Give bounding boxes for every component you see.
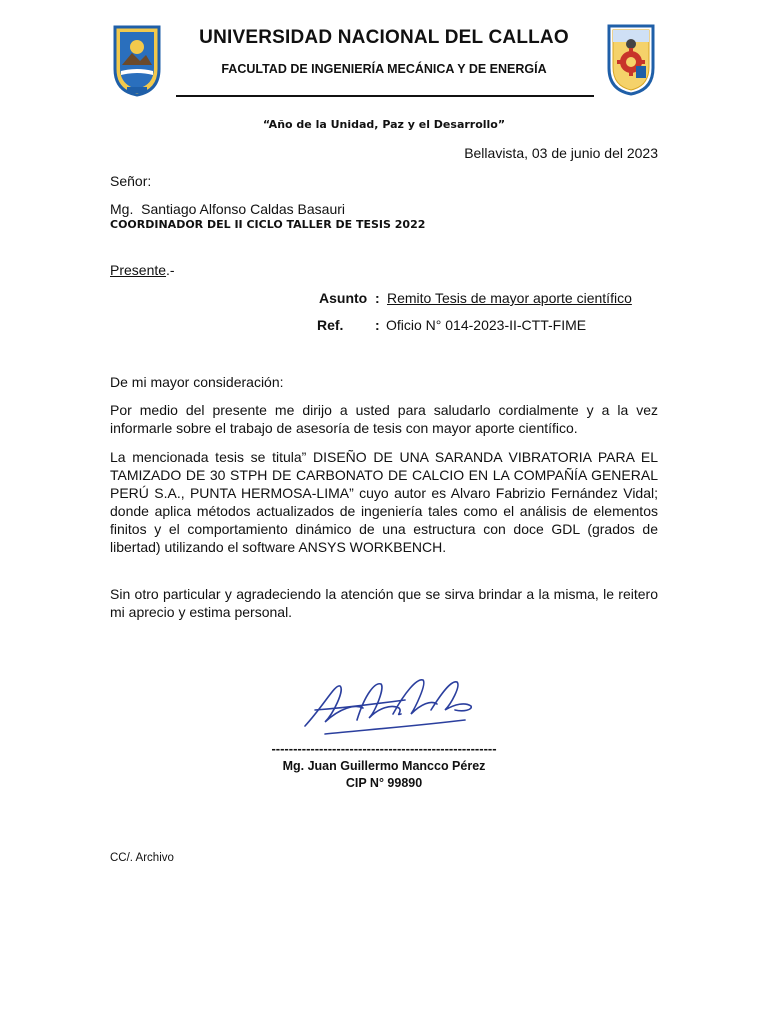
- paragraph-2: La mencionada tesis se titula” DISEÑO DE UNA SARANDA VIBRATORIA PARA EL TAMIZADO DE 30 STPH DE CARBONATO DE CALCIO EN LA COMPAÑÍA GENERAL PERÚ S.A., PUNTA HERMOSA-LIMA” cuyo autor es Alvaro Fabrizio Fernández Vidal; donde aplica métodos actualizados de ingeniería tales como el análisis de elementos finitos y el comportamiento dinámico de una estructura con doce GDL (grados de libertad) utilizando el software ANSYS WORKBENCH.: [110, 449, 658, 555]
- presente-word: Presente: [110, 262, 167, 278]
- recipient-position: COORDINADOR DEL II CICLO TALLER DE TESIS 2022: [110, 218, 426, 231]
- greeting: De mi mayor consideración:: [110, 374, 284, 390]
- cc-archive: CC/. Archivo: [110, 852, 174, 864]
- presente-suffix: .-: [166, 262, 175, 278]
- asunto-colon: :: [375, 290, 380, 306]
- handwritten-signature: [295, 664, 485, 747]
- signer-name: Mg. Juan Guillermo Mancco Pérez: [282, 759, 486, 773]
- recipient-salutation: Señor:: [110, 173, 152, 189]
- signature-dash-line: ----------------------------------------------------: [271, 741, 497, 756]
- ref-value: Oficio N° 014-2023-II-CTT-FIME: [386, 317, 587, 333]
- asunto-value: Remito Tesis de mayor aporte científico: [387, 290, 632, 306]
- paragraph-1: Por medio del presente me dirijo a usted para saludarlo cordialmente y a la vez informarle sobre el trabajo de asesoría de tesis con mayor aporte científico.: [110, 402, 658, 436]
- signer-cip: CIP N° 99890: [345, 776, 423, 790]
- asunto-label: Asunto: [319, 290, 368, 306]
- faculty-name: FACULTAD DE INGENIERÍA MECÁNICA Y DE ENERGÍA: [221, 62, 547, 76]
- ref-label: Ref.: [317, 317, 344, 333]
- ref-colon: :: [375, 317, 380, 333]
- paragraph-3: Sin otro particular y agradeciendo la atención que se sirva brindar a la misma, le reitero mi aprecio y estima personal.: [110, 586, 658, 620]
- header-divider: [176, 95, 594, 97]
- recipient-name: Mg. Santiago Alfonso Caldas Basauri: [110, 201, 346, 217]
- presente-line: [110, 262, 175, 278]
- letter-date: Bellavista, 03 de junio del 2023: [464, 145, 658, 161]
- university-name: UNIVERSIDAD NACIONAL DEL CALLAO: [199, 27, 569, 48]
- year-motto: “Año de la Unidad, Paz y el Desarrollo”: [262, 118, 506, 131]
